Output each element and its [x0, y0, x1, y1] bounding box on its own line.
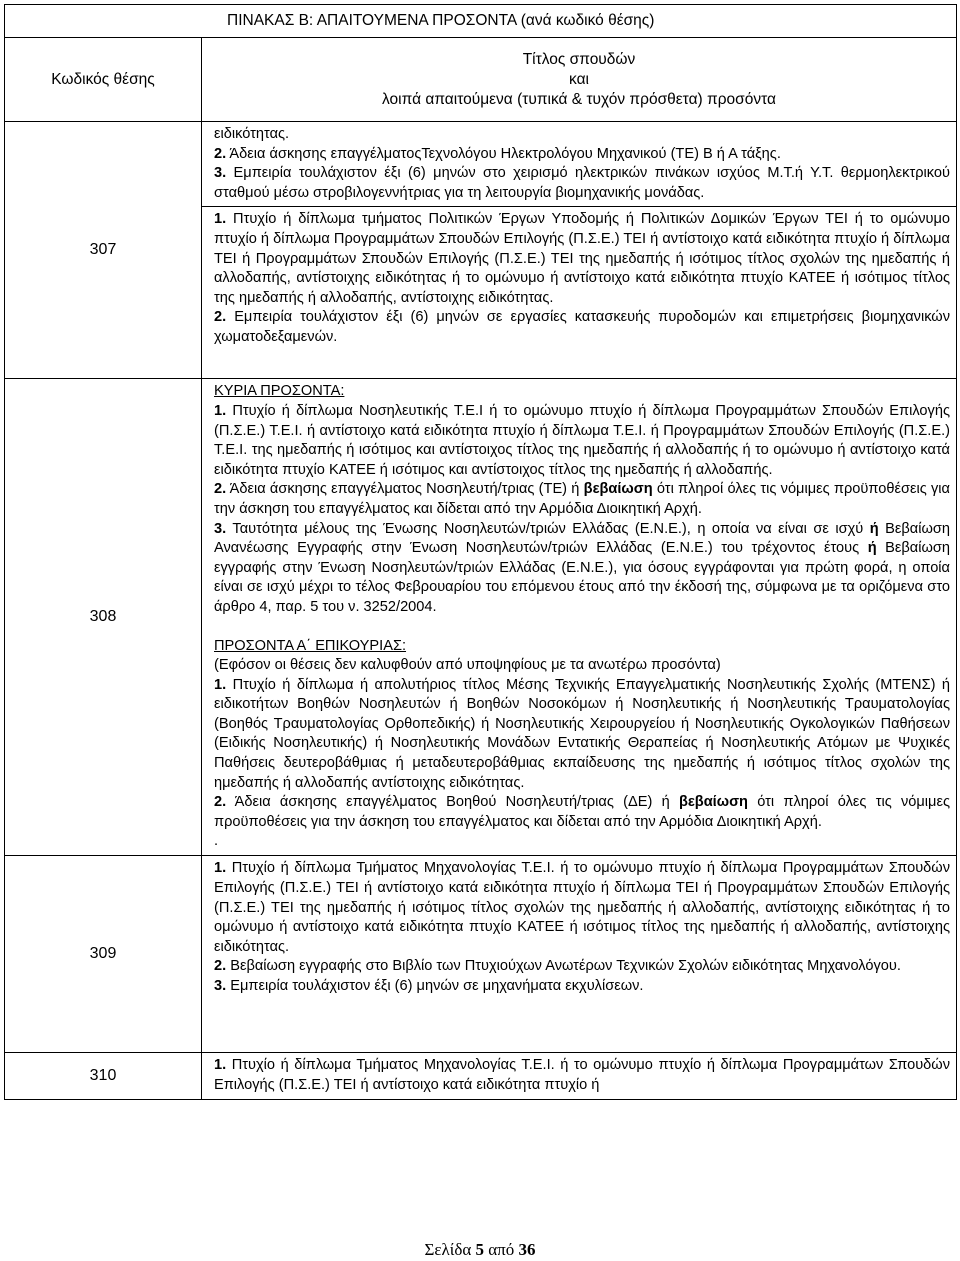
qualifications-307 — [202, 207, 957, 379]
position-code-308: 308 — [5, 379, 202, 856]
q308-aux-note: (Εφόσον οι θέσεις δεν καλυφθούν από υποψηφίους με τα ανωτέρω προσόντα) — [214, 657, 721, 674]
header-qual-line1: Τίτλος σπουδών — [522, 50, 636, 68]
requirements-table — [4, 4, 957, 1100]
header-qual-line2: και — [569, 70, 589, 88]
qualifications-309 — [202, 856, 957, 1053]
cont-line1: ειδικότητας. — [214, 126, 290, 142]
q307-item2: 2. Εμπειρία τουλάχιστον έξι (6) μηνών σε εργασίες κατασκευής πυροδομών και επιμετρήσεις βιομηχανικών χωματοδεξαμενών. — [214, 309, 950, 345]
table-title: ΠΙΝΑΚΑΣ Β: ΑΠΑΙΤΟΥΜΕΝΑ ΠΡΟΣΟΝΤΑ (ανά κωδικό θέσης) — [5, 5, 957, 38]
q309-item1: 1. Πτυχίο ή δίπλωμα Τμήματος Μηχανολογίας Τ.Ε.Ι. ή το ομώνυμο πτυχίο ή δίπλωμα Προγραμμάτων Σπουδών Επιλογής (Π.Σ.Ε.) ΤΕΙ ή αντίστοιχο κατά ειδικότητα πτυχίο ή δίπλωμα ΤΕΙ ή Προγραμμάτων Σπουδών Επιλογής (Π.Σ.Ε.) ΤΕΙ της ημεδαπής ή ισότιμος τίτλος σχολών της ημεδαπής ή αλλοδαπής, αντίστοιχης ειδικότητας ή το ομώνυμο ή αντίστοιχο κατά ειδικότητα πτυχίο ΚΑΤΕΕ ή ισότιμος τίτλος της ημεδαπής ή αλλοδαπής, αντίστοιχης ειδικότητας. — [214, 860, 950, 955]
position-code-310: 310 — [5, 1053, 202, 1100]
qualifications-310 — [202, 1053, 957, 1100]
page-footer — [0, 1240, 960, 1260]
q307-item1: 1. Πτυχίο ή δίπλωμα τμήματος Πολιτικών Έργων Υποδομής ή Πολιτικών Δομικών Έργων ΤΕΙ ή το ομώνυμο πτυχίο ή δίπλωμα Προγραμμάτων Σπουδών Επιλογής (Π.Σ.Ε.) ΤΕΙ ή αντίστοιχο κατά ειδικότητα πτυχίο ή δίπλωμα ΤΕΙ ή Προγραμμάτων Σπουδών Επιλογής (Π.Σ.Ε.) ΤΕΙ της ημεδαπής ή ισότιμος τίτλος σχολών της ημεδαπής ή αλλοδαπής, αντίστοιχης ειδικότητας ή το ομώνυμο ή αντίστοιχο κατά ειδικότητα πτυχίο ΚΑΤΕΕ ή ισότιμος τίτλος της ημεδαπής ή αλλοδαπής, αντίστοιχης ειδικότητας. — [214, 211, 950, 306]
header-qual-line3: λοιπά απαιτούμενα (τυπικά & τυχόν πρόσθετα) προσόντα — [382, 90, 776, 108]
q309-item2: 2. Βεβαίωση εγγραφής στο Βιβλίο των Πτυχιούχων Ανωτέρων Τεχνικών Σχολών ειδικότητας Μηχανολόγου. — [214, 958, 901, 975]
q308-aux-item2: 2. Άδεια άσκησης επαγγέλματος Βοηθού Νοσηλευτή/τριας (ΔΕ) ή βεβαίωση ότι πληροί όλες τις νόμιμες προϋποθέσεις για την άσκηση του επαγγέλματος και δίδεται από την Αρμόδια Διοικητική Αρχή. — [214, 794, 951, 830]
footer-page-prefix: Σελίδα — [424, 1240, 476, 1259]
q308-main-item1: 1. Πτυχίο ή δίπλωμα Νοσηλευτικής Τ.Ε.Ι ή το ομώνυμο πτυχίο ή δίπλωμα Προγραμμάτων Σπουδών Επιλογής (Π.Σ.Ε.) Τ.Ε.Ι. ή αντίστοιχο κατά ειδικότητα πτυχίο ή δίπλωμα Τ.Ε.Ι. ή Προγραμμάτων Σπουδών Επιλογής (Π.Σ.Ε.) Τ.Ε.Ι. της ημεδαπής ή ισότιμος και αντίστοιχος τίτλος της ημεδαπής ή αλλοδαπής ή το ομώνυμο ή αντίστοιχο κατά ειδικότητα πτυχίο ΚΑΤΕΕ ή ισότιμος και αντίστοιχος τίτλος της ημεδαπής ή αλλοδαπής. — [214, 402, 950, 478]
header-position-code: Κωδικός θέσης — [5, 38, 202, 122]
q308-aux-item1: 1. Πτυχίο ή δίπλωμα ή απολυτήριος τίτλος Μέσης Τεχνικής Επαγγελματικής Νοσηλευτικής Σχολής (ΜΤΕΝΣ) ή ειδικοτήτων Βοηθών Νοσηλευτών ή Βοηθών Νοσοκόμων ή Νοσηλευτικής ή Νοσηλευτικής Τραυματολογίας (Βοηθός Τραυματολογίας Ορθοπεδικής) ή Νοσηλευτικής Χειρουργείου ή Νοσηλευτικής Ογκολογικών Παθήσεων (Ειδικής Νοσηλευτικής) ή Νοσηλευτικής Μονάδων Εντατικής Θεραπείας ή Νοσηλευτικής Ατόμων με Ψυχικές Παθήσεις δευτεροβάθμιας ή μεταδευτεροβάθμιας εκπαίδευσης της ημεδαπής ή ισότιμος τίτλος σχολών της ημεδαπής ή αλλοδαπής αντίστοιχης ειδικότητας. — [214, 676, 950, 791]
cont-item2: 2. Άδεια άσκησης επαγγέλματοςΤεχνολόγου Ηλεκτρολόγου Μηχανικού (ΤΕ) Β ή Α τάξης. — [214, 145, 781, 162]
qualifications-308 — [202, 379, 957, 856]
q308-spacer — [214, 618, 950, 637]
q308-aux-heading: ΠΡΟΣΟΝΤΑ Α΄ ΕΠΙΚΟΥΡΙΑΣ: — [214, 637, 407, 654]
header-qualifications — [202, 38, 957, 122]
q308-main-item3: 3. Ταυτότητα μέλους της Ένωσης Νοσηλευτών/τριών Ελλάδας (Ε.Ν.Ε.), η οποία να είναι σε ισχύ ή Βεβαίωση Ανανέωσης Εγγραφής στην Ένωση Νοσηλευτών/τριών Ελλάδας (Ε.Ν.Ε.) του τρέχοντος έτους ή Βεβαίωση εγγραφής στην Ένωση Νοσηλευτών/τριών Ελλάδας (Ε.Ν.Ε.), για όσους εγγράφονται για πρώτη φορά, η οποία είναι σε ισχύ μέχρι το τέλος Φεβρουαρίου του επόμενου έτους από την έκδοσή της, σύμφωνα με τα οριζόμενα στο άρθρο 4, παρ. 5 του ν. 3252/2004. — [214, 520, 951, 615]
qualifications-continued — [202, 122, 957, 207]
position-code-307: 307 — [5, 122, 202, 379]
q309-item3: 3. Εμπειρία τουλάχιστον έξι (6) μηνών σε μηχανήματα εκχυλίσεων. — [214, 977, 644, 994]
footer-page-total: 36 — [518, 1240, 536, 1259]
requirements-table-container — [4, 4, 956, 1100]
cont-item3: 3. Εμπειρία τουλάχιστον έξι (6) μηνών στο χειρισμό ηλεκτρικών πινάκων ισχύος Μ.Τ.ή Υ.Τ. θερμοηλεκτρικού σταθμού μέσω στροβιλογεννήτριας για τη λειτουργία βιομηχανικής μονάδας. — [214, 165, 950, 201]
q310-item1: 1. Πτυχίο ή δίπλωμα Τμήματος Μηχανολογίας Τ.Ε.Ι. ή το ομώνυμο πτυχίο ή δίπλωμα Προγραμμάτων Σπουδών Επιλογής (Π.Σ.Ε.) ΤΕΙ ή αντίστοιχο κατά ειδικότητα πτυχίο ή — [214, 1057, 950, 1093]
q308-main-item2: 2. Άδεια άσκησης επαγγέλματος Νοσηλευτή/τριας (ΤΕ) ή βεβαίωση ότι πληροί όλες τις νόμιμες προϋποθέσεις για την άσκηση του επαγγέλματος και δίδεται από την Αρμόδια Διοικητική Αρχή. — [214, 481, 950, 517]
q308-trailing-dot: . — [214, 833, 219, 850]
position-code-309: 309 — [5, 856, 202, 1053]
footer-page-of: από — [484, 1240, 519, 1259]
footer-page-number: 5 — [475, 1240, 485, 1259]
q308-main-heading: ΚΥΡΙΑ ΠΡΟΣΟΝΤΑ: — [214, 383, 345, 400]
